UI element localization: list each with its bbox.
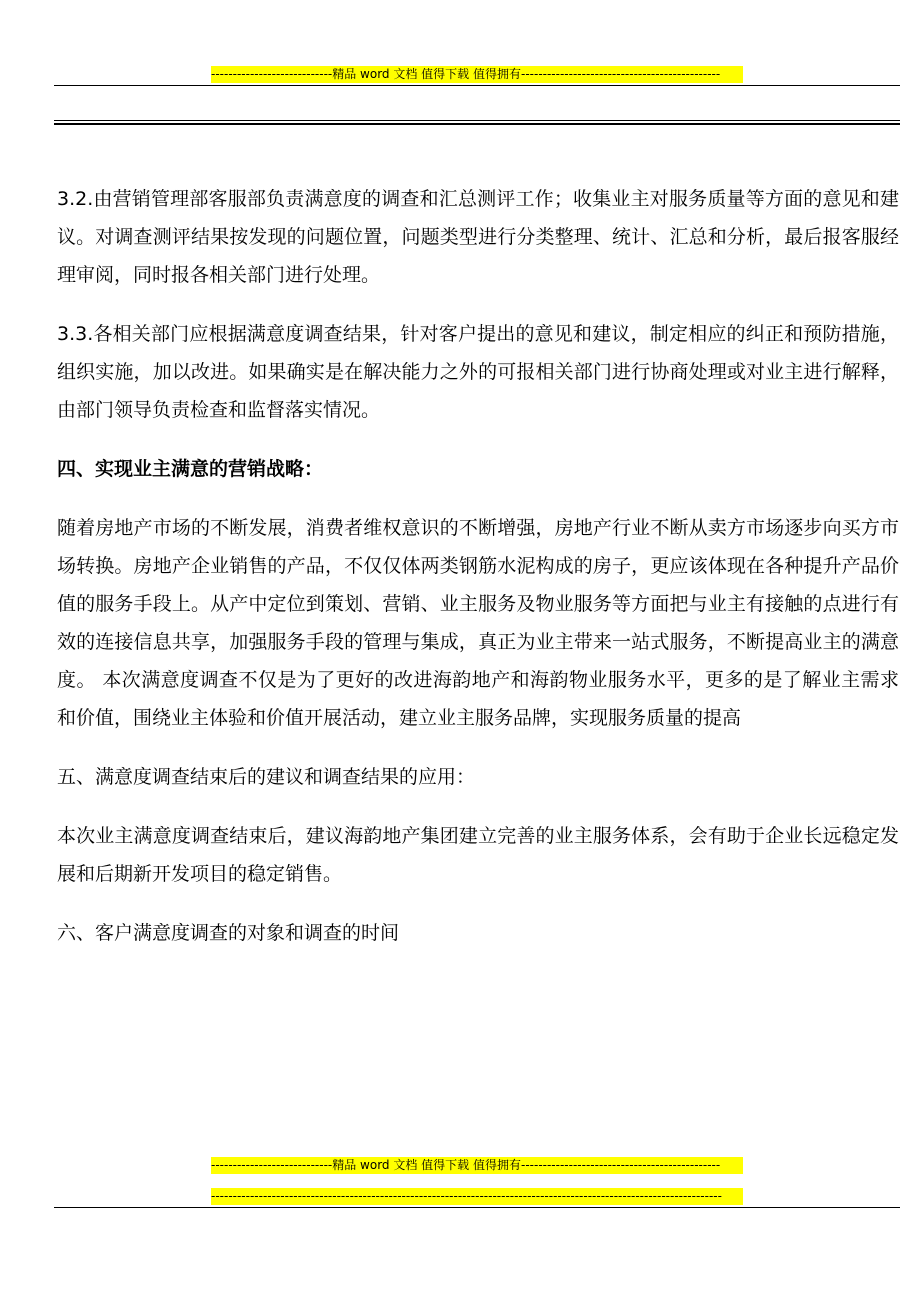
footer-dash-banner: ---------------------------------------------------------------------------------------------------------------------- [211,1188,743,1205]
footer-rule [54,1207,900,1208]
paragraph-3-3: 3.3.各相关部门应根据满意度调查结果，针对客户提出的意见和建议，制定相应的纠正和预防措施，组织实施，加以改进。如果确实是在解决能力之外的可报相关部门进行协商处理或对业主进行解释，由部门领导负责检查和监督落实情况。 [57,323,899,421]
paragraph-suggestion: 本次业主满意度调查结束后，建议海韵地产集团建立完善的业主服务体系，会有助于企业长远稳定发展和后期新开发项目的稳定销售。 [57,825,899,885]
section-heading-6: 六、客户满意度调查的对象和调查的时间 [57,922,400,944]
header-double-rule-top [54,120,900,121]
section-heading-4: 四、实现业主满意的营销战略： [57,458,324,480]
paragraph-strategy: 随着房地产市场的不断发展，消费者维权意识的不断增强，房地产行业不断从卖方市场逐步向买方市场转换。房地产企业销售的产品，不仅仅体两类钢筋水泥构成的房子，更应该体现在各种提升产品价值的服务手段上。从产中定位到策划、营销、业主服务及物业服务等方面把与业主有接触的点进行有效的连接信息共享，加强服务手段的管理与集成，真正为业主带来一站式服务，不断提高业主的满意度。 本次满意度调查不仅是为了更好的改进海韵地产和海韵物业服务水平，更多的是了解业主需求和价值，围绕业主体验和价值开展活动，建立业主服务品牌，实现服务质量的提高 [57,517,899,729]
header-double-rule-bottom [54,123,900,125]
footer-banner: ----------------------------精品 word 文档 值得下载 值得拥有---------------------------------------------- [211,1157,743,1174]
header-rule [54,85,900,86]
document-body [57,180,899,973]
section-heading-5: 五、满意度调查结束后的建议和调查结果的应用： [57,766,476,788]
paragraph-3-2: 3.2.由营销管理部客服部负责满意度的调查和汇总测评工作；收集业主对服务质量等方面的意见和建议。对调查测评结果按发现的问题位置，问题类型进行分类整理、统计、汇总和分析，最后报客服经理审阅，同时报各相关部门进行处理。 [57,188,899,286]
header-banner: ----------------------------精品 word 文档 值得下载 值得拥有---------------------------------------------- [211,66,743,83]
